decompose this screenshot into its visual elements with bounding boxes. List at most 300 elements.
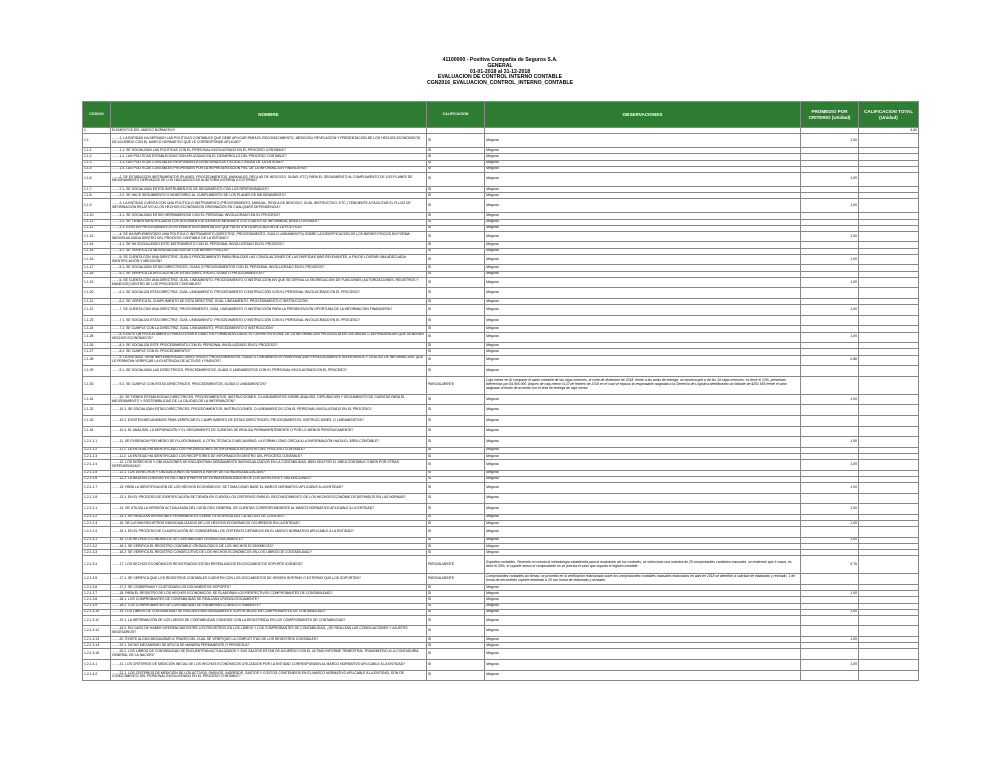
- cell-calificacion: SI: [427, 527, 485, 538]
- cell-nombre: ........20.2. LOS LIBROS DE CONTABILIDAD SE ENCUENTRAN ACTUALIZADOS Y SUS SALDOS ESTÁN DE ACUERDO CON EL ÚLTIMO INFORME TRIMESTRAL TRANSMITIDO A LA CONTADURÍA GENERAL DE LA NACIÓN?: [111, 649, 427, 660]
- cell-total: [859, 574, 919, 585]
- table-row: [83, 493, 919, 504]
- cell-nombre: ........12. LOS DERECHOS Y OBLIGACIONES SE ENCUENTRAN DEBIDAMENTE INDIVIDUALIZADOS EN LA CONTABILIDAD, BIEN SEA POR EL ÁREA CONTABLE O BIEN POR OTRAS DEPENDENCIAS?: [111, 460, 427, 471]
- cell-codigo: 1.1.3: [83, 160, 111, 166]
- cell-nombre: ........7.2. SE CUMPLE CON LA DIRECTRIZ, GUÍA, LINEAMIENTO, PROCEDIMIENTO O INSTRUCCIÓN?: [111, 326, 427, 332]
- cell-observaciones: Ninguna: [485, 299, 801, 305]
- table-row: [83, 172, 919, 186]
- table-row: [83, 626, 919, 637]
- cell-codigo: 1.2.1.1.7: [83, 483, 111, 494]
- cell-total: [859, 355, 919, 366]
- cell-promedio: [801, 493, 859, 504]
- cell-codigo: 1.2.1.3.3: [83, 550, 111, 556]
- cell-calificacion: SI: [427, 670, 485, 681]
- cell-calificacion: SI: [427, 493, 485, 504]
- cell-calificacion: SI: [427, 626, 485, 637]
- cell-observaciones: Ninguna: [485, 148, 801, 154]
- cell-calificacion: SI: [427, 615, 485, 626]
- cell-observaciones: Ninguna: [485, 355, 801, 366]
- cell-total: [859, 315, 919, 326]
- cell-codigo: 1.1.19: [83, 277, 111, 288]
- cell-total: [859, 615, 919, 626]
- cell-calificacion: SI: [427, 186, 485, 192]
- cell-nombre: ELEMENTOS DEL MARCO NORMATIVO: [111, 128, 427, 134]
- cell-nombre: ........1.3. LAS POLÍTICAS CONTABLES RESPONDEN A LA NATURALEZA Y A LA ACTIVIDAD DE LA ENTIDAD?: [111, 160, 427, 166]
- cell-promedio: 1,00: [801, 504, 859, 515]
- table-row: [83, 366, 919, 377]
- cell-nombre: ........20.1. DICHO MECANISMO SE APLICA DE MANERA PERMANENTE O PERIÓDICA?: [111, 643, 427, 649]
- cell-calificacion: SI: [427, 265, 485, 271]
- cell-calificacion: SI: [427, 597, 485, 603]
- cell-calificacion: SI: [427, 225, 485, 231]
- cell-observaciones: Ninguna: [485, 470, 801, 476]
- cell-nombre: ........18. PARA EL REGISTRO DE LOS HECHOS ECONÓMICOS, SE ELABORAN LOS RESPECTIVOS COMPROBANTES DE CONTABILIDAD?: [111, 591, 427, 597]
- table-row: [83, 134, 919, 148]
- cell-nombre: ........3.3. EXISTEN PROCEDIMIENTOS INTERNOS DOCUMENTADOS QUE FACILITEN LA APLICACIÓN DE LA POLÍTICA?: [111, 225, 427, 231]
- cell-codigo: 1.1.33: [83, 415, 111, 426]
- cell-promedio: 1,00: [801, 437, 859, 448]
- cell-total: [859, 288, 919, 299]
- cell-promedio: 1,00: [801, 254, 859, 265]
- cell-codigo: 1.1.1: [83, 148, 111, 154]
- cell-promedio: 1,00: [801, 134, 859, 148]
- cell-promedio: 0,86: [801, 355, 859, 366]
- report-scope: GENERAL: [487, 62, 513, 69]
- cell-nombre: ........19. LOS LIBROS DE CONTABILIDAD SE ENCUENTRAN DEBIDAMENTE SOPORTADOS EN COMPROBANTES DE CONTABILIDAD?: [111, 609, 427, 615]
- cell-calificacion: SI: [427, 355, 485, 366]
- cell-nombre: ........14.1. SE REALIZAN REVISIONES PERMANENTES SOBRE LA VIGENCIA DEL CATÁLOGO DE CUENTAS?: [111, 514, 427, 520]
- cell-total: [859, 483, 919, 494]
- cell-promedio: 1,00: [801, 305, 859, 316]
- col-header-calificacion: CALIFICACION: [427, 102, 485, 128]
- cell-total: [859, 670, 919, 681]
- cell-promedio: [801, 649, 859, 660]
- cell-total: [859, 277, 919, 288]
- cell-calificacion: SI: [427, 584, 485, 590]
- cell-promedio: 1,00: [801, 199, 859, 213]
- cell-calificacion: SI: [427, 609, 485, 615]
- cell-observaciones: Ninguna: [485, 242, 801, 248]
- report-code: CGN2016_EVALUACION_CONTROL_INTERNO_CONTABLE: [427, 80, 573, 87]
- cell-codigo: 1.1.29: [83, 366, 111, 377]
- cell-calificacion: PARCIALMENTE: [427, 556, 485, 574]
- cell-codigo: 1.1.26: [83, 343, 111, 349]
- cell-calificacion: SI: [427, 277, 485, 288]
- cell-calificacion: PARCIALMENTE: [427, 574, 485, 585]
- cell-codigo: 1.1.24: [83, 326, 111, 332]
- cell-nombre: ........9.2. SE CUMPLE CON ESTAS DIRECTRICES, PROCEDIMIENTOS, GUÍAS O LINEAMIENTOS?: [111, 376, 427, 394]
- cell-observaciones: Ninguna: [485, 460, 801, 471]
- cell-calificacion: SI: [427, 160, 485, 166]
- cell-calificacion: SI: [427, 254, 485, 265]
- table-row: [83, 556, 919, 574]
- col-header-promedio: PROMEDIO POR CRITERIO (Unidad): [801, 102, 859, 128]
- cell-codigo: 1.1.16: [83, 254, 111, 265]
- cell-nombre: ........3. LA ENTIDAD CUENTA CON UNA POLÍTICA O INSTRUMENTO (PROCEDIMIENTO, MANUAL, REGLA DE NEGOCIO, GUÍA, INSTRUCTIVO, ETC.) TENDIENTE A FACILITAR EL FLUJO DE INFORMACIÓN RELATIVO A LOS HECHOS ECONÓMICOS ORIGINADOS EN CUALQUIER DEPENDENCIA?: [111, 199, 427, 213]
- cell-codigo: 1.2.1.3.9: [83, 603, 111, 609]
- cell-calificacion: SI: [427, 394, 485, 405]
- cell-calificacion: SI: [427, 447, 485, 453]
- cell-total: 4,60: [859, 128, 919, 134]
- report-header: [0, 58, 1000, 87]
- cell-promedio: [801, 426, 859, 437]
- cell-nombre: ........7. SE CUENTA CON UNA DIRECTRIZ, PROCEDIMIENTO, GUÍA, LINEAMIENTO O INSTRUCCIÓN PARA LA PRESENTACIÓN OPORTUNA DE LA INFORMACIÓN FINANCIERA?: [111, 305, 427, 316]
- cell-calificacion: SI: [427, 521, 485, 527]
- cell-observaciones: Ninguna: [485, 193, 801, 199]
- cell-codigo: 1.2.1.3.2: [83, 543, 111, 549]
- cell-nombre: ........6. SE CUENTA CON UNA DIRECTRIZ, GUÍA, LINEAMIENTO, PROCEDIMIENTO O INSTRUCCIÓN EN QUE SE DEFINA LA SEGREGACIÓN DE FUNCIONES (AUTORIZACIONES, REGISTROS Y MANEJOS) DENTRO DE LOS PROCESOS CONTABLES?: [111, 277, 427, 288]
- cell-promedio: 1,00: [801, 460, 859, 471]
- cell-calificacion: SI: [427, 366, 485, 377]
- cell-nombre: ........4.1. SE HA SOCIALIZADO ESTE INSTRUMENTO CON EL PERSONAL INVOLUCRADO EN EL PROCESO?: [111, 242, 427, 248]
- cell-observaciones: Ninguna: [485, 603, 801, 609]
- cell-nombre: ........1.4. LAS POLÍTICAS CONTABLES PROPENDEN POR LA REPRESENTACIÓN FIEL DE LA INFORMACIÓN FINANCIERA?: [111, 166, 427, 172]
- cell-codigo: 1.2.1.2.1: [83, 504, 111, 515]
- cell-observaciones: Ninguna: [485, 670, 801, 681]
- cell-nombre: ........8.1. SE SOCIALIZA ESTE PROCEDIMIENTO CON EL PERSONAL INVOLUCRADO EN EL PROCESO?: [111, 343, 427, 349]
- report-title: EVALUACION DE CONTROL INTERNO CONTABLE: [437, 74, 563, 81]
- cell-nombre: ........17. LOS HECHOS ECONÓMICOS REGISTRADOS ESTÁN RESPALDADOS EN DOCUMENTOS SOPORTE IDÓNEOS?: [111, 556, 427, 574]
- cell-codigo: 1.2.1.4.2: [83, 670, 111, 681]
- cell-calificacion: SI: [427, 148, 485, 154]
- col-header-nombre: NOMBRE: [111, 102, 427, 128]
- cell-observaciones: Ninguna: [485, 597, 801, 603]
- cell-nombre: ........16.1. SE VERIFICA EL REGISTRO CONTABLE CRONOLÓGICO DE LOS HECHOS ECONÓMICOS?: [111, 543, 427, 549]
- cell-codigo: 1.1.4: [83, 166, 111, 172]
- cell-codigo: 1.1.22: [83, 305, 111, 316]
- cell-total: [859, 394, 919, 405]
- cell-calificacion: SI: [427, 219, 485, 225]
- col-header-observaciones: OBSERVACIONES: [485, 102, 801, 128]
- cell-observaciones: Ninguna: [485, 504, 801, 515]
- cell-nombre: ........2.2. SE HACE SEGUIMIENTO O MONITOREO AL CUMPLIMIENTO DE LOS PLANES DE MEJORAMIENTO?: [111, 193, 427, 199]
- cell-codigo: 1.1.18: [83, 271, 111, 277]
- cell-codigo: 1.1: [83, 134, 111, 148]
- cell-nombre: ........3.2. SE TIENEN IDENTIFICADOS LOS DOCUMENTOS IDÓNEOS MEDIANTE LOS CUALES SE INFORMA AL ÁREA CONTABLE?: [111, 219, 427, 225]
- cell-nombre: ........6.1. SE SOCIALIZA ESTA DIRECTRIZ, GUÍA, LINEAMIENTO, PROCEDIMIENTO O INSTRUCCIÓN CON EL PERSONAL INVOLUCRADO EN EL PROCESO?: [111, 288, 427, 299]
- cell-promedio: 1,00: [801, 231, 859, 242]
- cell-nombre: ........16.2. SE VERIFICA EL REGISTRO CONSECUTIVO DE LOS HECHOS ECONÓMICOS EN LOS LIBROS DE CONTABILIDAD?: [111, 550, 427, 556]
- cell-total: [859, 460, 919, 471]
- cell-calificacion: SI: [427, 637, 485, 643]
- cell-promedio: [801, 415, 859, 426]
- cell-promedio: [801, 527, 859, 538]
- table-row: [83, 527, 919, 538]
- cell-total: [859, 415, 919, 426]
- table-row: [83, 415, 919, 426]
- cell-calificacion: SI: [427, 134, 485, 148]
- cell-promedio: 1,00: [801, 637, 859, 643]
- cell-nombre: ........10.1. SE SOCIALIZAN ESTAS DIRECTRICES, PROCEDIMIENTOS, INSTRUCCIONES, O LINEAMIENTOS CON EL PERSONAL INVOLUCRADO EN EL PROCESO?: [111, 405, 427, 416]
- cell-total: [859, 649, 919, 660]
- cell-total: [859, 437, 919, 448]
- table-row: [83, 394, 919, 405]
- cell-observaciones: Ninguna: [485, 537, 801, 543]
- cell-nombre: ........16. LOS HECHOS ECONÓMICOS SE CONTABILIZAN CRONOLÓGICAMENTE?: [111, 537, 427, 543]
- cell-nombre: ........1.1. SE SOCIALIZAN LAS POLÍTICAS CON EL PERSONAL INVOLUCRADO EN EL PROCESO CONTABLE?: [111, 148, 427, 154]
- cell-nombre: ........2.1. SE SOCIALIZAN ESTOS INSTRUMENTOS DE SEGUIMIENTO CON LOS RESPONSABLES?: [111, 186, 427, 192]
- cell-observaciones: Ninguna: [485, 626, 801, 637]
- cell-observaciones: Ninguna: [485, 332, 801, 343]
- cell-nombre: ........21. LOS CRITERIOS DE MEDICIÓN INICIAL DE LOS HECHOS ECONÓMICOS UTILIZADOS POR LA ENTIDAD CORRESPONDEN AL MARCO NORMATIVO APLICABLE A LA ENTIDAD?: [111, 660, 427, 671]
- cell-codigo: 1.2.1.3.4: [83, 556, 111, 574]
- cell-nombre: ........15.1. EN EL PROCESO DE CLASIFICACIÓN SE CONSIDERAN LOS CRITERIOS DEFINIDOS EN EL MARCO NORMATIVO APLICABLE A LA ENTIDAD?: [111, 527, 427, 538]
- cell-codigo: 1.1.14: [83, 242, 111, 248]
- cell-observaciones: Ninguna: [485, 426, 801, 437]
- cell-nombre: ........2. SE ESTABLECEN INSTRUMENTOS (PLANES, PROCEDIMIENTOS, MANUALES, REGLAS DE NEGOCIO, GUÍAS, ETC) PARA EL SEGUIMIENTO AL CUMPLIMIENTO DE LOS PLANES DE MEJORAMIENTO DERIVADOS DE LOS HALLAZGOS DE AUDITORÍA INTERNA O EXTERNA?: [111, 172, 427, 186]
- cell-total: [859, 134, 919, 148]
- cell-codigo: 1.1.9: [83, 199, 111, 213]
- cell-calificacion: SI: [427, 242, 485, 248]
- table-row: [83, 574, 919, 585]
- cell-promedio: 1,00: [801, 609, 859, 615]
- cell-calificacion: SI: [427, 166, 485, 172]
- cell-nombre: ........5.1. SE SOCIALIZAN ESTAS DIRECTRICES, GUÍAS O PROCEDIMIENTOS CON EL PERSONAL INVOLUCRADO EN EL PROCESO?: [111, 265, 427, 271]
- cell-codigo: 1.2.1.1.6: [83, 476, 111, 482]
- cell-codigo: 1.2.1.1.8: [83, 493, 111, 504]
- cell-calificacion: SI: [427, 193, 485, 199]
- cell-codigo: 1.1.17: [83, 265, 111, 271]
- cell-observaciones: Ninguna: [485, 591, 801, 597]
- cell-calificacion: SI: [427, 415, 485, 426]
- cell-observaciones: Ninguna: [485, 609, 801, 615]
- cell-codigo: 1.2.1.3.6: [83, 584, 111, 590]
- cell-calificacion: SI: [427, 537, 485, 543]
- cell-nombre: ........12.1. LOS DERECHOS Y OBLIGACIONES SE MIDEN A PARTIR DE SU INDIVIDUALIZACIÓN?: [111, 470, 427, 476]
- cell-total: [859, 254, 919, 265]
- cell-nombre: ........14. SE UTILIZA LA VERSIÓN ACTUALIZADA DEL CATÁLOGO GENERAL DE CUENTAS CORRESPONDIENTE AL MARCO NORMATIVO APLICABLE A LA ENTIDAD?: [111, 504, 427, 515]
- cell-codigo: 1.1.11: [83, 219, 111, 225]
- cell-observaciones: Soportes contables. Teniendo en cuenta la metodología establecida para la evaluación de los controles, se seleccionó una muestra de 25 comprobantes contables manuales, se evidenció que 6 casos, es decir el 35%, el soporte anexo al comprobante no se precisa el valor que soporta el registro contable.: [485, 556, 801, 574]
- cell-observaciones: Ninguna: [485, 231, 801, 242]
- cell-calificacion: SI: [427, 299, 485, 305]
- cell-promedio: 1,00: [801, 394, 859, 405]
- table-row: [83, 405, 919, 416]
- cell-nombre: ........21.1. LOS CRITERIOS DE MEDICIÓN DE LOS ACTIVOS, PASIVOS, INGRESOS, GASTOS Y COSTOS CONTENIDOS EN EL MARCO NORMATIVO APLICABLE A LA ENTIDAD, SON DE CONOCIMIENTO DEL PERSONAL INVOLUCRADO EN EL PROCESO CONTABLE?: [111, 670, 427, 681]
- cell-nombre: ........9. LA ENTIDAD TIENE IMPLEMENTADAS DIRECTRICES, PROCEDIMIENTOS, GUÍAS O LINEAMIENTOS PARA REALIZAR PERIÓDICAMENTE INVENTARIOS Y CRUCES DE INFORMACIÓN, QUE LE PERMITAN VERIFICAR LA EXISTENCIA DE ACTIVOS Y PASIVOS?: [111, 355, 427, 366]
- table-row: [83, 460, 919, 471]
- cell-codigo: 1.2.1.1.5: [83, 470, 111, 476]
- cell-observaciones: Ninguna: [485, 265, 801, 271]
- cell-nombre: ........18.1. LOS COMPROBANTES DE CONTABILIDAD SE REALIZAN CRONOLÓGICAMENTE?: [111, 597, 427, 603]
- cell-promedio: [801, 405, 859, 416]
- cell-observaciones: Ninguna: [485, 394, 801, 405]
- cell-calificacion: SI: [427, 643, 485, 649]
- cell-promedio: 1,00: [801, 332, 859, 343]
- cell-promedio: 1,00: [801, 172, 859, 186]
- cell-promedio: [801, 574, 859, 585]
- cell-nombre: ........11. SE EVIDENCIA POR MEDIO DE FLUJOGRAMAS, U OTRA TÉCNICA O MECANISMO, LA FORMA COMO CIRCULA LA INFORMACIÓN HACIA EL ÁREA CONTABLE?: [111, 437, 427, 448]
- cell-observaciones: Ninguna: [485, 447, 801, 453]
- cell-observaciones: Ninguna: [485, 514, 801, 520]
- col-header-codigo: CODIGO: [83, 102, 111, 128]
- cell-nombre: ........18.2. LOS COMPROBANTES DE CONTABILIDAD SE ENUMERAN CONSECUTIVAMENTE?: [111, 603, 427, 609]
- cell-nombre: ........15. SE LLEVAN REGISTROS INDIVIDUALIZADOS DE LOS HECHOS ECONÓMICOS OCURRIDOS EN LA ENTIDAD?: [111, 521, 427, 527]
- cell-codigo: 1.1.8: [83, 193, 111, 199]
- cell-calificacion: SI: [427, 483, 485, 494]
- cell-codigo: 1.2.1.3.14: [83, 643, 111, 649]
- evaluation-table: [82, 101, 919, 681]
- cell-codigo: 1.2.1.2.3: [83, 521, 111, 527]
- cell-codigo: 1.2.1.1.1: [83, 437, 111, 448]
- cell-observaciones: Ninguna: [485, 550, 801, 556]
- cell-codigo: 1.1.7: [83, 186, 111, 192]
- cell-total: [859, 366, 919, 377]
- cell-total: [859, 527, 919, 538]
- cell-promedio: 1,00: [801, 591, 859, 597]
- cell-observaciones: Comprobantes contables sin firmas: se procedió en la verificación relacionada sobre los comprobantes contables manuales elaborados en abril de 2018 se identificó a solicitud de elaborado y revisado, 1 de forma de documento soporte debiendo a 35 con forma de elaborado y revisado.: [485, 574, 801, 585]
- cell-observaciones: Ninguna: [485, 154, 801, 160]
- cell-codigo: 1.2.1.2.2: [83, 514, 111, 520]
- cell-calificacion: SI: [427, 199, 485, 213]
- cell-observaciones: Ninguna: [485, 483, 801, 494]
- cell-promedio: 1,00: [801, 660, 859, 671]
- cell-observaciones: Ninguna: [485, 415, 801, 426]
- report-period: 01-01-2018 al 31-12-2018: [469, 68, 531, 75]
- cell-calificacion: SI: [427, 660, 485, 671]
- cell-calificacion: SI: [427, 288, 485, 299]
- cell-total: [859, 405, 919, 416]
- table-row: [83, 288, 919, 299]
- cell-nombre: ........10. SE TIENEN ESTABLECIDAS DIRECTRICES, PROCEDIMIENTOS, INSTRUCCIONES, O LINEAMIENTOS SOBRE ANÁLISIS, DEPURACIÓN Y SEGUIMIENTO DE CUENTAS PARA EL MEJORAMIENTO Y SOSTENIBILIDAD DE LA CALIDAD DE LA INFORMACIÓN?: [111, 394, 427, 405]
- table-row: [83, 355, 919, 366]
- cell-codigo: 1.1.2: [83, 154, 111, 160]
- cell-calificacion: SI: [427, 349, 485, 355]
- table-header-row: [83, 102, 919, 128]
- cell-codigo: 1.2.1.3.8: [83, 597, 111, 603]
- cell-observaciones: Ninguna: [485, 172, 801, 186]
- cell-observaciones: Ninguna: [485, 584, 801, 590]
- cell-codigo: 1: [83, 128, 111, 134]
- cell-calificacion: SI: [427, 550, 485, 556]
- table-body: [83, 128, 919, 681]
- table-row: [83, 305, 919, 316]
- cell-codigo: 1.1.15: [83, 248, 111, 254]
- cell-calificacion: SI: [427, 248, 485, 254]
- cell-total: [859, 376, 919, 394]
- cell-codigo: 1.2.1.2.4: [83, 527, 111, 538]
- cell-observaciones: Ninguna: [485, 271, 801, 277]
- cell-observaciones: Ninguna: [485, 225, 801, 231]
- cell-codigo: 1.2.1.3.13: [83, 637, 111, 643]
- cell-codigo: 1.2.1.1.4: [83, 460, 111, 471]
- cell-nombre: ........1.2. LAS POLÍTICAS ESTABLECIDAS SON APLICADAS EN EL DESARROLLO DEL PROCESO CONTABLE?: [111, 154, 427, 160]
- cell-nombre: ........11.2. LA ENTIDAD HA IDENTIFICADO LOS RECEPTORES DE INFORMACIÓN DENTRO DEL PROCESO CONTABLE?: [111, 453, 427, 459]
- cell-nombre: ........5.2. SE VERIFICA LA APLICACIÓN DE ESTAS DIRECTRICES, GUÍAS O PROCEDIMIENTOS?: [111, 271, 427, 277]
- company-name: 41100000 - Positiva Compañía de Seguros S.A.: [442, 57, 558, 63]
- cell-observaciones: Ninguna: [485, 277, 801, 288]
- cell-observaciones: Ninguna: [485, 366, 801, 377]
- cell-codigo: 1.1.10: [83, 213, 111, 219]
- cell-calificacion: SI: [427, 315, 485, 326]
- cell-codigo: 1.1.32: [83, 405, 111, 416]
- cell-total: [859, 504, 919, 515]
- col-header-total: CALIFICACION TOTAL (Unidad): [859, 102, 919, 128]
- cell-observaciones: Ninguna: [485, 248, 801, 254]
- cell-calificacion: SI: [427, 154, 485, 160]
- cell-observaciones: Ninguna: [485, 476, 801, 482]
- table-row: [83, 437, 919, 448]
- cell-observaciones: Ninguna: [485, 493, 801, 504]
- cell-nombre: ........8.2. SE CUMPLE CON EL PROCEDIMIENTO?: [111, 349, 427, 355]
- cell-codigo: 1.1.21: [83, 299, 111, 305]
- cell-observaciones: Ninguna: [485, 186, 801, 192]
- table-row: [83, 254, 919, 265]
- table-row: [83, 670, 919, 681]
- cell-codigo: 1.2.1.3.1: [83, 537, 111, 543]
- cell-calificacion: SI: [427, 460, 485, 471]
- cell-calificacion: SI: [427, 437, 485, 448]
- cell-promedio: [801, 315, 859, 326]
- cell-calificacion: SI: [427, 332, 485, 343]
- cell-nombre: ........13. PARA LA IDENTIFICACIÓN DE LOS HECHOS ECONÓMICOS, SE TOMA COMO BASE EL MARCO NORMATIVO APLICABLE A LA ENTIDAD?: [111, 483, 427, 494]
- cell-observaciones: Ninguna: [485, 160, 801, 166]
- cell-codigo: 1.1.27: [83, 349, 111, 355]
- cell-codigo: 1.1.12: [83, 225, 111, 231]
- cell-observaciones: Ninguna: [485, 649, 801, 660]
- cell-observaciones: Ninguna: [485, 643, 801, 649]
- cell-total: [859, 305, 919, 316]
- cell-calificacion: SI: [427, 326, 485, 332]
- table-row: [83, 199, 919, 213]
- cell-observaciones: Ninguna: [485, 615, 801, 626]
- cell-promedio: [801, 366, 859, 377]
- cell-promedio: 1,00: [801, 277, 859, 288]
- cell-calificacion: SI: [427, 271, 485, 277]
- cell-codigo: 1.2.1.3.15: [83, 649, 111, 660]
- cell-nombre: ........20. EXISTE ALGÚN MECANISMO A TRAVÉS DEL CUAL SE VERIFIQUE LA COMPLETITUD DE LOS REGISTROS CONTABLES?: [111, 637, 427, 643]
- cell-calificacion: SI: [427, 343, 485, 349]
- table-row: [83, 376, 919, 394]
- cell-promedio: [801, 670, 859, 681]
- cell-codigo: 1.2.1.3.12: [83, 626, 111, 637]
- cell-nombre: ........8. EXISTE UN PROCEDIMIENTO PARA LLEVAR A CABO, EN FORMA ADECUADA, EL CIERRE INTEGRAL DE LA INFORMACIÓN PRODUCIDA EN LAS ÁREAS O DEPENDENCIAS QUE GENERAN HECHOS ECONÓMICOS?: [111, 332, 427, 343]
- cell-calificacion: SI: [427, 504, 485, 515]
- cell-total: [859, 199, 919, 213]
- cell-codigo: 1.2.1.3.11: [83, 615, 111, 626]
- cell-nombre: ........10.3. EL ANÁLISIS, LA DEPURACIÓN Y EL SEGUIMIENTO DE CUENTAS SE REALIZA PERMANENTEMENTE O POR LO MENOS PERIÓDICAMENTE?: [111, 426, 427, 437]
- table-row: [83, 426, 919, 437]
- cell-nombre: ........5. SE CUENTA CON UNA DIRECTRIZ, GUÍA O PROCEDIMIENTO PARA REALIZAR LAS CONCILIACIONES DE LAS PARTIDAS MÁS RELEVANTES, A FIN DE LOGRAR UNA ADECUADA IDENTIFICACIÓN Y MEDICIÓN?: [111, 254, 427, 265]
- cell-total: [859, 493, 919, 504]
- cell-promedio: [801, 288, 859, 299]
- cell-observaciones: Ninguna: [485, 199, 801, 213]
- cell-nombre: ........6.2. SE VERIFICA EL CUMPLIMIENTO DE ESTA DIRECTRIZ, GUÍA, LINEAMIENTO, PROCEDIMIENTO O INSTRUCCIÓN?: [111, 299, 427, 305]
- cell-codigo: 1.2.1.1.3: [83, 453, 111, 459]
- cell-nombre: ........4.2. SE VERIFICA LA INDIVIDUALIZACIÓN DE LOS BIENES FÍSICOS?: [111, 248, 427, 254]
- cell-codigo: 1.1.23: [83, 315, 111, 326]
- cell-observaciones: Ninguna: [485, 134, 801, 148]
- cell-codigo: 1.1.34: [83, 426, 111, 437]
- cell-total: [859, 332, 919, 343]
- cell-codigo: 1.2.1.3.5: [83, 574, 111, 585]
- cell-nombre: ........19.1. LA INFORMACIÓN DE LOS LIBROS DE CONTABILIDAD COINCIDE CON LA REGISTRADA EN LOS COMPROBANTES DE CONTABILIDAD?: [111, 615, 427, 626]
- cell-total: [859, 626, 919, 637]
- cell-calificacion: SI: [427, 649, 485, 660]
- cell-nombre: ........4. SE HA IMPLEMENTADO UNA POLÍTICA O INSTRUMENTO (DIRECTRIZ, PROCEDIMIENTO, GUÍA O LINEAMIENTO) SOBRE LA IDENTIFICACIÓN DE LOS BIENES FÍSICOS EN FORMA INDIVIDUALIZADA DENTRO DEL PROCESO CONTABLE DE LA ENTIDAD?: [111, 231, 427, 242]
- cell-observaciones: Ninguna: [485, 527, 801, 538]
- cell-total: [859, 660, 919, 671]
- cell-promedio: [801, 626, 859, 637]
- cell-codigo: 1.1.13: [83, 231, 111, 242]
- table-row: [83, 649, 919, 660]
- cell-observaciones: Ninguna: [485, 349, 801, 355]
- cell-nombre: ........10.2. EXISTEN MECANISMOS PARA VERIFICAR EL CUMPLIMIENTO DE ESTAS DIRECTRICES, PROCEDIMIENTOS, INSTRUCCIONES, O LINEAMIENTOS?: [111, 415, 427, 426]
- cell-observaciones: Ninguna: [485, 213, 801, 219]
- cell-codigo: 1.1.31: [83, 394, 111, 405]
- cell-nombre: ........13.1. EN EL PROCESO DE IDENTIFICACIÓN SE TIENEN EN CUENTA LOS CRITERIOS PARA EL RECONOCIMIENTO DE LOS HECHOS ECONÓMICOS DEFINIDOS EN LAS NORMAS?: [111, 493, 427, 504]
- cell-codigo: 1.1.6: [83, 172, 111, 186]
